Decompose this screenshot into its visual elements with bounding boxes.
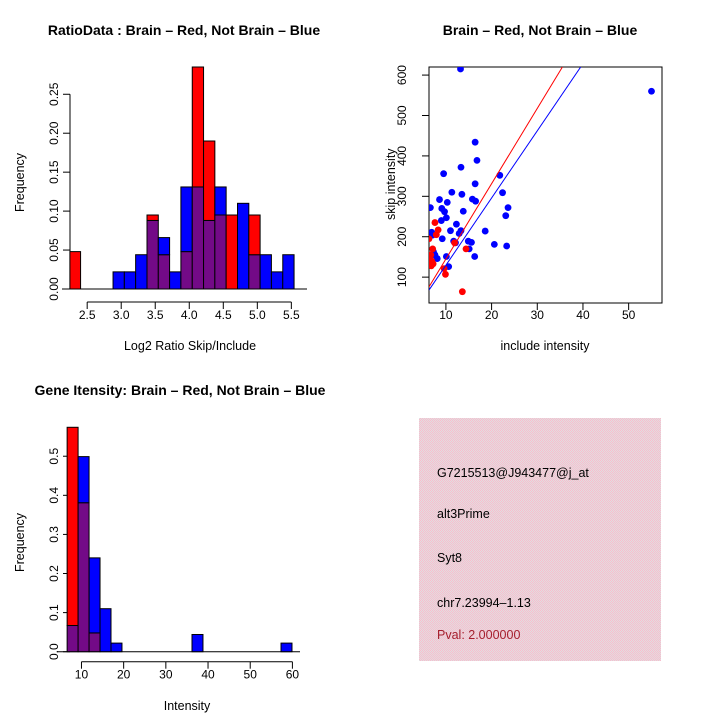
- y-tick-label: 500: [395, 105, 409, 126]
- y-tick-label: 0.05: [47, 238, 61, 262]
- scatter-point-blue: [448, 189, 455, 196]
- scatter-point-blue: [491, 241, 498, 248]
- y-tick-label: 0.1: [47, 604, 61, 621]
- x-tick-label: 50: [621, 308, 636, 322]
- histogram-bar-segment: [215, 215, 226, 289]
- histogram-bar-segment: [147, 215, 158, 220]
- y-tick-label: 0.25: [47, 82, 61, 106]
- histogram-bar-segment: [70, 252, 81, 289]
- y-tick-label: 0.3: [47, 526, 61, 543]
- y-tick-label: 0.10: [47, 199, 61, 223]
- scatter-point-blue: [468, 239, 475, 246]
- scatter-point-red: [429, 245, 436, 252]
- scatter-point-blue: [496, 172, 503, 179]
- scatter-point-blue: [447, 227, 454, 234]
- scatter-y-axis-label: skip intensity: [384, 148, 398, 221]
- x-tick-label: 20: [116, 667, 131, 682]
- scatter-point-blue: [499, 189, 506, 196]
- y-tick-label: 0.0: [47, 643, 61, 661]
- histogram-bar-segment: [67, 626, 78, 652]
- gene-histogram-title: Gene Itensity: Brain – Red, Not Brain – Blue: [34, 382, 326, 398]
- y-tick-label: 0.5: [47, 447, 61, 465]
- scatter-point-red: [459, 288, 466, 295]
- panel-gene-histogram: [0, 360, 360, 720]
- histogram-bar-segment: [181, 187, 192, 252]
- histogram-bar-segment: [67, 427, 78, 625]
- fit-line-blue: [429, 67, 581, 290]
- x-tick-label: 50: [243, 667, 257, 682]
- histogram-bar-segment: [249, 255, 260, 289]
- histogram-bar-segment: [147, 220, 158, 289]
- x-tick-label: 60: [285, 667, 300, 682]
- y-tick-label: 300: [395, 186, 409, 207]
- panel-gene-info: [360, 360, 720, 720]
- gene-histogram-plot: [0, 360, 360, 720]
- x-tick-label: 3.5: [146, 308, 164, 322]
- histogram-bar-segment: [204, 141, 215, 220]
- scatter-point-blue: [427, 204, 434, 211]
- scatter-point-blue: [458, 191, 465, 198]
- scatter-point-blue: [502, 212, 509, 219]
- histogram-bar-segment: [181, 252, 192, 289]
- histogram-bar-segment: [192, 634, 203, 651]
- scatter-point-red: [442, 271, 449, 278]
- x-tick-label: 40: [576, 308, 590, 322]
- histogram-bar-segment: [249, 215, 260, 255]
- fit-line-red: [429, 67, 562, 287]
- scatter-point-red: [463, 245, 470, 252]
- histogram-bar-segment: [111, 643, 122, 652]
- pval-text: Pval: 2.000000: [437, 628, 521, 642]
- y-tick-label: 0.4: [47, 486, 61, 504]
- splice-type-text: alt3Prime: [437, 507, 490, 521]
- x-tick-label: 40: [201, 667, 215, 682]
- scatter-point-blue: [472, 180, 479, 187]
- scatter-point-blue: [441, 208, 448, 215]
- x-tick-label: 2.5: [78, 308, 96, 322]
- histogram-bar-segment: [78, 457, 89, 503]
- histogram-bar-segment: [281, 643, 292, 652]
- gene-name-text: Syt8: [437, 551, 463, 565]
- ratio-histogram-y-axis-label: Frequency: [13, 152, 27, 213]
- histogram-bar-segment: [204, 220, 215, 289]
- x-tick-label: 5.5: [283, 308, 300, 322]
- scatter-point-blue: [438, 217, 445, 224]
- histogram-bar-segment: [158, 238, 169, 255]
- histogram-bar-segment: [136, 255, 147, 289]
- scatter-point-blue: [482, 228, 489, 235]
- scatter-title: Brain – Red, Not Brain – Blue: [442, 22, 638, 38]
- scatter-point-blue: [472, 198, 479, 205]
- scatter-point-red: [433, 231, 440, 238]
- histogram-bar-segment: [113, 272, 124, 289]
- intensity-scatter-plot: [360, 0, 720, 360]
- x-tick-label: 30: [159, 667, 173, 682]
- gene-info-box: [419, 418, 661, 661]
- histogram-bar-segment: [89, 558, 100, 633]
- scatter-point-blue: [474, 157, 481, 164]
- scatter-point-blue: [472, 139, 479, 146]
- histogram-bar-segment: [89, 633, 100, 652]
- histogram-bar-segment: [192, 67, 203, 187]
- histogram-bar-segment: [192, 187, 203, 289]
- panel-ratio-histogram: [0, 0, 360, 360]
- x-tick-label: 30: [530, 308, 544, 322]
- scatter-point-blue: [503, 243, 510, 250]
- histogram-bar-segment: [78, 503, 89, 652]
- scatter-point-blue: [453, 221, 460, 228]
- ratio-histogram-title: RatioData : Brain – Red, Not Brain – Blue: [47, 22, 321, 38]
- x-tick-label: 10: [439, 308, 453, 322]
- y-tick-label: 100: [395, 267, 409, 288]
- histogram-bar-segment: [170, 272, 181, 289]
- y-tick-label: 0.2: [47, 565, 61, 582]
- y-tick-label: 0.15: [47, 160, 61, 184]
- probe-id-text: G7215513@J943477@j_at: [437, 466, 589, 480]
- scatter-point-blue: [471, 253, 478, 260]
- x-tick-label: 3.0: [112, 308, 130, 322]
- x-tick-label: 5.0: [248, 308, 266, 322]
- histogram-bar-segment: [215, 187, 226, 215]
- scatter-point-blue: [439, 235, 446, 242]
- y-tick-label: 0.00: [47, 277, 61, 301]
- scatter-x-axis-label: include intensity: [500, 339, 590, 353]
- plot-box: [429, 67, 662, 303]
- ratio-histogram-plot: [0, 0, 360, 360]
- histogram-bar-segment: [283, 255, 294, 289]
- gene-histogram-x-axis-label: Intensity: [163, 699, 211, 713]
- y-tick-label: 400: [395, 145, 409, 166]
- x-tick-label: 4.5: [214, 308, 232, 322]
- scatter-points-group: [426, 66, 655, 295]
- scatter-point-blue: [444, 199, 451, 206]
- y-tick-label: 600: [395, 65, 409, 86]
- scatter-point-blue: [648, 88, 655, 95]
- x-tick-label: 4.0: [180, 308, 198, 322]
- histogram-bar-segment: [100, 609, 111, 652]
- gene-histogram-y-axis-label: Frequency: [13, 512, 27, 573]
- y-tick-label: 200: [395, 226, 409, 247]
- histogram-bar-segment: [158, 255, 169, 289]
- scatter-point-blue: [460, 208, 467, 215]
- scatter-point-blue: [436, 196, 443, 203]
- scatter-point-red: [432, 219, 439, 226]
- histogram-bar-segment: [238, 203, 249, 289]
- histogram-bar-segment: [271, 272, 282, 289]
- scatter-point-blue: [458, 164, 465, 171]
- scatter-point-blue: [505, 204, 512, 211]
- ratio-histogram-x-axis-label: Log2 Ratio Skip/Include: [123, 339, 257, 353]
- y-tick-label: 0.20: [47, 121, 61, 145]
- histogram-bar-segment: [124, 272, 135, 289]
- genomic-location-text: chr7.23994–1.13: [437, 596, 531, 610]
- scatter-point-blue: [440, 170, 447, 177]
- x-tick-label: 20: [484, 308, 499, 322]
- histogram-bar-segment: [260, 255, 271, 289]
- panel-intensity-scatter: [360, 0, 720, 360]
- histogram-bar-segment: [226, 215, 237, 289]
- x-tick-label: 10: [74, 667, 89, 682]
